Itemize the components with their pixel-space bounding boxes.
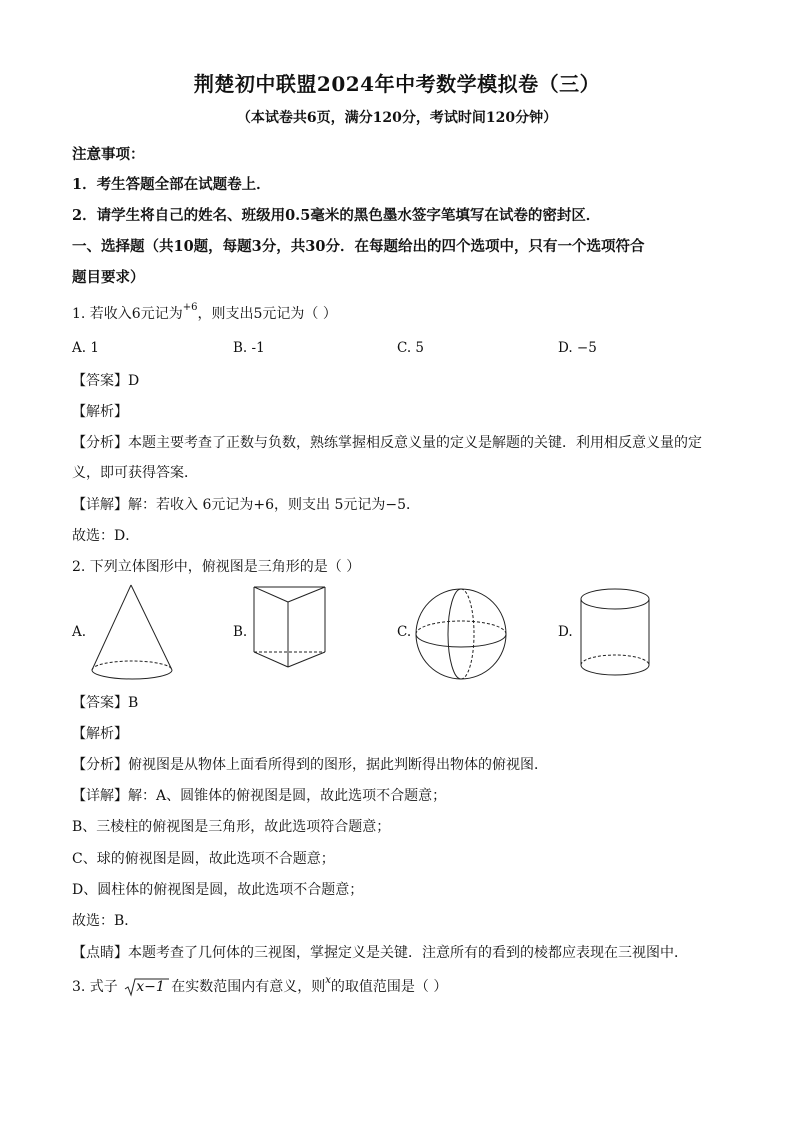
q2-detail-b: B、三棱柱的俯视图是三角形，故此选项符合题意； xyxy=(72,819,391,835)
q1-option-b: B. -1 xyxy=(233,340,265,356)
page-title: 荆楚初中联盟2024年中考数学模拟卷（三） xyxy=(193,72,601,96)
sphere-outline xyxy=(416,589,506,679)
q2-dianjing: 【点睛】本题考查了几何体的三视图，掌握定义是关键．注意所有的看到的棱都应表现在三视图中． xyxy=(72,945,688,961)
q2-analysis: 【分析】俯视图是从物体上面看所得到的图形，据此判断得出物体的俯视图． xyxy=(72,757,548,773)
sphere-meridian-right xyxy=(461,589,474,679)
prism-bottom-right xyxy=(288,652,325,667)
q2-option-b-label: B. xyxy=(233,624,248,640)
q2-analysis-tag: 【解析】 xyxy=(72,726,128,742)
notice-item-1: 1．考生答题全部在试题卷上． xyxy=(72,176,271,193)
q1-detail: 【详解】解：若收入 6元记为+6，则支出 5元记为−5． xyxy=(72,497,420,513)
cone-base-front xyxy=(92,670,172,679)
prism-figure xyxy=(252,585,332,670)
page-subtitle: （本试卷共6页，满分120分，考试时间120分钟） xyxy=(236,110,558,126)
q2-detail-c: C、球的俯视图是圆，故此选项不合题意； xyxy=(72,851,335,867)
sphere-figure xyxy=(414,587,508,681)
q1-analysis-line-1: 【分析】本题主要考查了正数与负数，熟练掌握相反意义量的定义是解题的关键．利用相反意义量的定 xyxy=(72,435,702,451)
q2-detail-a: 【详解】解：A、圆锥体的俯视图是圆，故此选项不合题意； xyxy=(72,788,447,804)
q3-stem-part-a: 3. 式子 xyxy=(72,979,118,995)
q1-analysis-tag: 【解析】 xyxy=(72,404,128,420)
sphere-meridian-left xyxy=(448,589,461,679)
sphere-equator-front xyxy=(416,634,506,647)
cone-right-edge xyxy=(131,585,172,670)
q2-option-c-label: C. xyxy=(397,624,412,640)
q1-answer: 【答案】D xyxy=(72,373,140,389)
q2-detail-d: D、圆柱体的俯视图是圆，故此选项不合题意； xyxy=(72,882,364,898)
cylinder-base-back xyxy=(581,655,649,665)
q3-sqrt-expression xyxy=(124,979,165,995)
q1-option-a: A. 1 xyxy=(72,340,99,356)
q3-stem-part-c: 的取值范围是（ ） xyxy=(330,979,448,995)
notice-heading: 注意事项： xyxy=(72,146,145,163)
q2-choice: 故选：B． xyxy=(72,913,139,929)
cone-figure xyxy=(88,583,178,683)
question-2-stem: 2. 下列立体图形中，俯视图是三角形的是（ ） xyxy=(72,559,361,575)
section-heading-line-2: 题目要求） xyxy=(72,269,145,286)
cylinder-top xyxy=(581,589,649,609)
q1-option-d: D. −5 xyxy=(558,340,597,356)
section-heading-line-1: 一、选择题（共10题，每题3分，共30分．在每题给出的四个选项中，只有一个选项符合 xyxy=(72,238,645,255)
question-1-stem xyxy=(72,303,337,323)
sqrt-symbol-icon xyxy=(124,978,170,998)
cylinder-figure xyxy=(579,587,653,679)
cone-left-edge xyxy=(92,585,131,670)
q3-radicand: x−1 xyxy=(136,979,165,995)
q1-stem-part-a: 1. 若收入6元记为 xyxy=(72,306,183,322)
q2-option-d-label: D. xyxy=(558,624,573,640)
q2-option-a-label: A. xyxy=(72,624,87,640)
question-3-stem xyxy=(72,976,447,996)
q1-analysis-line-2: 义，即可获得答案． xyxy=(72,465,198,481)
notice-item-2: 2．请学生将自己的姓名、班级用0.5毫米的黑色墨水签字笔填写在试卷的密封区． xyxy=(72,207,601,224)
sphere-equator-back xyxy=(416,621,506,634)
q1-option-c: C. 5 xyxy=(397,340,425,356)
q3-variable: x xyxy=(325,975,331,987)
q1-stem-sup: +6 xyxy=(182,302,198,314)
q1-stem-part-b: ，则支出5元记为（ ） xyxy=(197,306,337,322)
prism-top-right xyxy=(288,587,325,602)
cylinder-base-front xyxy=(581,665,649,675)
q2-answer: 【答案】B xyxy=(72,695,139,711)
prism-top-left xyxy=(254,587,288,602)
q1-choice: 故选：D． xyxy=(72,528,140,544)
cone-base-back xyxy=(92,661,172,670)
prism-bottom-left xyxy=(254,652,288,667)
q3-stem-part-b: 在实数范围内有意义，则 xyxy=(171,979,326,995)
